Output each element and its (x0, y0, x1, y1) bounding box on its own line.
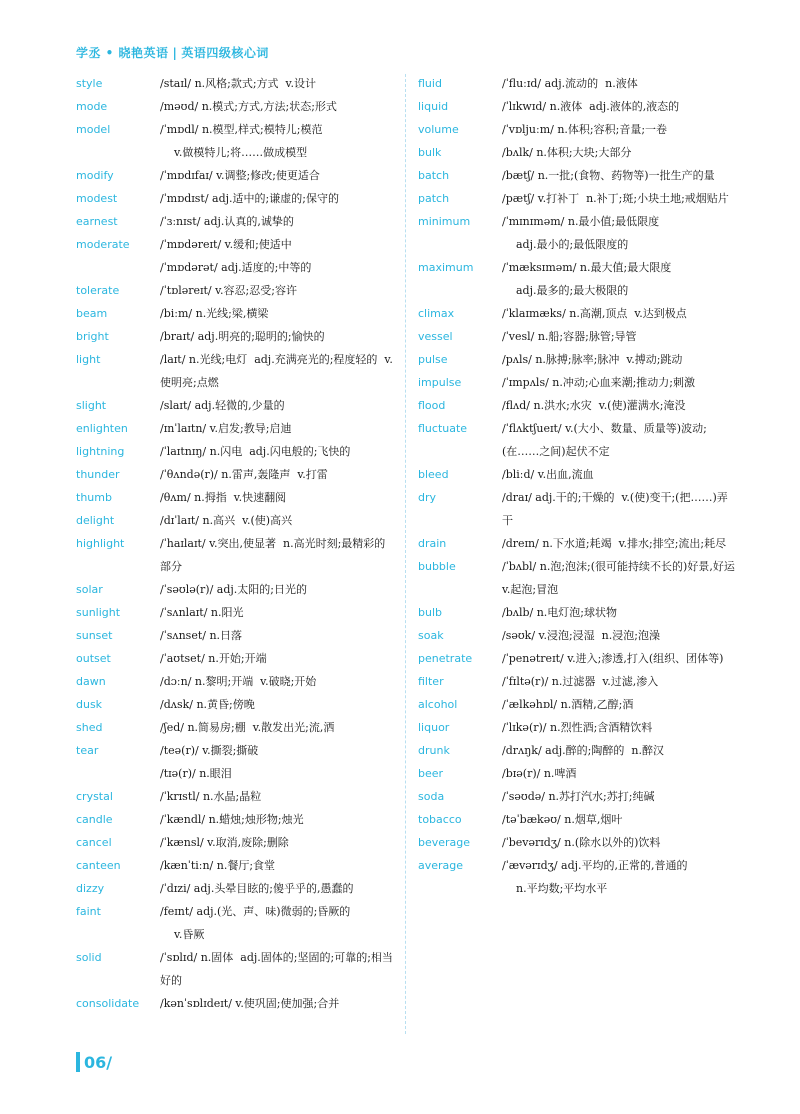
vocab-entry (76, 118, 396, 164)
vocab-entry (418, 647, 736, 670)
vocab-definition: /bɪə(r)/ n.啤酒 (502, 767, 577, 780)
vocab-word: mode (76, 100, 108, 113)
vocab-entry (76, 532, 396, 578)
vocab-entry (418, 601, 736, 624)
vocab-definition: /ˈvɒljuːm/ n.体积;容积;音量;一卷 (502, 123, 668, 136)
vocab-definition: /ˈθʌndə(r)/ n.雷声,轰隆声 v.打雷 (160, 468, 328, 481)
vocab-word: pulse (418, 353, 448, 366)
vocab-entry (418, 95, 736, 118)
vocab-definition: /ˈbʌbl/ n.泡;泡沫;(很可能持续不长的)好景,好运 v.起泡;冒泡 (502, 560, 742, 596)
vocab-word: batch (418, 169, 450, 182)
vocab-definition: /drʌŋk/ adj.醉的;陶醉的 n.醉汉 (502, 744, 664, 757)
vocab-word: liquid (418, 100, 449, 113)
vocab-word: slight (76, 399, 107, 412)
vocab-definition: /ˈmæksɪməm/ n.最大值;最大限度 adj.最多的;最大极限的 (502, 261, 672, 297)
vocab-definition: /təˈbækəʊ/ n.烟草,烟叶 (502, 813, 623, 826)
vocab-definition: /dɔːn/ n.黎明;开端 v.破晓;开始 (160, 675, 317, 688)
vocab-word: maximum (418, 261, 474, 274)
vocab-word: beam (76, 307, 108, 320)
brand-name: 学丞 • 晓艳英语 (76, 46, 169, 60)
vocab-entry (76, 72, 396, 95)
vocab-word: earnest (76, 215, 118, 228)
vocab-definition: /ˈmɒdɪfaɪ/ v.调整;修改;使更适合 (160, 169, 320, 182)
vocab-entry (418, 762, 736, 785)
vocab-definition: /ˈmɒdəreɪt/ v.缓和;使适中 /ˈmɒdərət/ adj.适度的;中等的 (160, 238, 312, 274)
vocab-word: minimum (418, 215, 471, 228)
vocab-word: liquor (418, 721, 450, 734)
vocab-definition: /səʊk/ v.浸泡;浸湿 n.浸泡;泡澡 (502, 629, 660, 642)
vocab-definition: /biːm/ n.光线;梁,横梁 (160, 307, 269, 320)
vocab-definition: /bætʃ/ n.一批;(食物、药物等)一批生产的量 (502, 169, 715, 182)
vocab-entry (76, 854, 396, 877)
vocab-definition: /dreɪn/ n.下水道;耗竭 v.排水;排空;流出;耗尽 (502, 537, 727, 550)
vocab-definition: /staɪl/ n.风格;款式;方式 v.设计 (160, 77, 316, 90)
vocab-definition: /ˈvesl/ n.船;容器;脉管;导管 (502, 330, 637, 343)
vocab-entry (418, 394, 736, 417)
vocab-definition: /ˈmɪnɪməm/ n.最小值;最低限度 adj.最小的;最低限度的 (502, 215, 660, 251)
vocab-entry (76, 463, 396, 486)
vocab-definition: /feɪnt/ adj.(光、声、味)微弱的;昏厥的 v.昏厥 (160, 905, 351, 941)
vocab-word: enlighten (76, 422, 128, 435)
vocab-definition: /kənˈsɒlɪdeɪt/ v.使巩固;使加强;合并 (160, 997, 340, 1010)
vocab-definition: /ˈævərɪdʒ/ adj.平均的,正常的,普通的 n.平均数;平均水平 (502, 859, 688, 895)
vocab-entry (76, 647, 396, 670)
vocab-entry (76, 624, 396, 647)
vocab-word: thunder (76, 468, 120, 481)
vocab-entry (418, 417, 736, 463)
vocab-entry (76, 95, 396, 118)
vocab-word: fluid (418, 77, 442, 90)
vocab-entry (418, 716, 736, 739)
vocab-word: outset (76, 652, 111, 665)
vocab-word: flood (418, 399, 446, 412)
vocab-entry (76, 348, 396, 394)
vocab-definition: /ˈklaɪmæks/ n.高潮,顶点 v.达到极点 (502, 307, 687, 320)
vocab-entry (418, 164, 736, 187)
vocab-entry (418, 463, 736, 486)
vocab-entry (76, 992, 396, 1015)
vocab-word: faint (76, 905, 101, 918)
vocab-entry (76, 210, 396, 233)
vocab-word: drunk (418, 744, 450, 757)
vocab-definition: /ˈsʌnlaɪt/ n.阳光 (160, 606, 244, 619)
vocab-entry (76, 831, 396, 854)
right-vocab-column (418, 72, 742, 900)
vocab-word: soak (418, 629, 444, 642)
vocab-entry (76, 716, 396, 739)
vocab-entry (76, 693, 396, 716)
vocab-word: dawn (76, 675, 106, 688)
vocab-word: tolerate (76, 284, 120, 297)
header-separator: | (172, 46, 178, 60)
vocab-definition: /pætʃ/ v.打补丁 n.补丁;斑;小块土地;戒烟贴片 (502, 192, 729, 205)
vocab-word: delight (76, 514, 115, 527)
vocab-definition: /ˈsʌnset/ n.日落 (160, 629, 243, 642)
vocab-definition: /ˈlɪkə(r)/ n.烈性酒;含酒精饮料 (502, 721, 653, 734)
page-header (76, 44, 269, 61)
book-title: 英语四级核心词 (181, 46, 269, 60)
vocab-word: volume (418, 123, 459, 136)
vocab-entry (76, 233, 396, 279)
vocab-definition: /ˈaʊtset/ n.开始;开端 (160, 652, 267, 665)
vocab-definition: /ˈtɒləreɪt/ v.容忍;忍受;容许 (160, 284, 297, 297)
vocab-word: dusk (76, 698, 103, 711)
vocab-word: moderate (76, 238, 130, 251)
vocab-definition: /ˈsɒlɪd/ n.固体 adj.固体的;坚固的;可靠的;相当好的 (160, 951, 393, 987)
vocab-definition: /ˈsəʊdə/ n.苏打汽水;苏打;纯碱 (502, 790, 655, 803)
vocab-entry (76, 670, 396, 693)
vocab-word: bulb (418, 606, 442, 619)
vocab-definition: /ˈɪmpʌls/ n.冲动;心血来潮;推动力;刺激 (502, 376, 695, 389)
vocab-entry (418, 624, 736, 647)
vocab-word: highlight (76, 537, 125, 550)
vocab-entry (418, 302, 736, 325)
vocab-word: fluctuate (418, 422, 468, 435)
vocab-definition: /teə(r)/ v.撕裂;撕破 /tɪə(r)/ n.眼泪 (160, 744, 259, 780)
vocab-word: soda (418, 790, 445, 803)
vocab-definition: /pʌls/ n.脉搏;脉率;脉冲 v.搏动;跳动 (502, 353, 683, 366)
vocab-word: vessel (418, 330, 453, 343)
vocab-word: solid (76, 951, 102, 964)
vocab-definition: /flʌd/ n.洪水;水灾 v.(使)灌满水;淹没 (502, 399, 686, 412)
vocab-entry (418, 141, 736, 164)
vocab-definition: /slaɪt/ adj.轻微的,少量的 (160, 399, 285, 412)
vocab-entry (418, 808, 736, 831)
vocab-word: canteen (76, 859, 121, 872)
vocab-definition: /dɪˈlaɪt/ n.高兴 v.(使)高兴 (160, 514, 293, 527)
vocab-word: thumb (76, 491, 112, 504)
vocab-entry (76, 394, 396, 417)
vocab-entry (76, 302, 396, 325)
page-number (76, 1052, 112, 1072)
vocab-word: beverage (418, 836, 471, 849)
vocab-entry (418, 371, 736, 394)
vocab-entry (418, 693, 736, 716)
vocab-definition: /ˈlaɪtnɪŋ/ n.闪电 adj.闪电般的;飞快的 (160, 445, 351, 458)
vocab-entry (76, 325, 396, 348)
vocab-definition: /ˈflʌktʃueɪt/ v.(大小、数量、质量等)波动;(在……之间)起伏不定 (502, 422, 707, 458)
vocab-word: light (76, 353, 101, 366)
vocab-entry (418, 670, 736, 693)
vocab-word: sunlight (76, 606, 121, 619)
vocab-word: penetrate (418, 652, 473, 665)
vocab-definition: /ˈpenətreɪt/ v.进入;渗透,打入(组织、团体等) (502, 652, 724, 665)
vocab-word: model (76, 123, 111, 136)
vocab-word: bright (76, 330, 109, 343)
vocab-word: solar (76, 583, 103, 596)
vocab-entry (76, 486, 396, 509)
vocab-word: shed (76, 721, 103, 734)
vocab-word: alcohol (418, 698, 458, 711)
vocab-definition: /ˈhaɪlaɪt/ v.突出,使显著 n.高光时刻;最精彩的部分 (160, 537, 386, 573)
vocab-entry (76, 417, 396, 440)
page-number-text: 06/ (84, 1052, 113, 1072)
vocab-word: drain (418, 537, 447, 550)
vocab-definition: /ʃed/ n.简易房;棚 v.散发出光;流,洒 (160, 721, 335, 734)
vocab-entry (76, 578, 396, 601)
vocab-entry (76, 900, 396, 946)
vocab-entry (76, 946, 396, 992)
vocab-word: average (418, 859, 464, 872)
vocab-word: lightning (76, 445, 125, 458)
vocab-definition: /bʌlb/ n.电灯泡;球状物 (502, 606, 618, 619)
vocab-definition: /ˈkændl/ n.蜡烛;烛形物;烛光 (160, 813, 304, 826)
vocab-entry (418, 118, 736, 141)
vocab-word: tobacco (418, 813, 462, 826)
vocab-word: beer (418, 767, 444, 780)
vocab-entry (76, 808, 396, 831)
vocab-entry (76, 785, 396, 808)
vocab-entry (76, 601, 396, 624)
vocab-word: crystal (76, 790, 113, 803)
vocab-word: dry (418, 491, 437, 504)
vocab-entry (418, 785, 736, 808)
vocab-entry (418, 325, 736, 348)
vocab-word: candle (76, 813, 113, 826)
vocab-word: sunset (76, 629, 113, 642)
vocab-definition: /ˈkrɪstl/ n.水晶;晶粒 (160, 790, 262, 803)
vocab-definition: /ˈɜːnɪst/ adj.认真的,诚挚的 (160, 215, 294, 228)
vocab-definition: /ˈkænsl/ v.取消,废除;删除 (160, 836, 289, 849)
vocab-word: climax (418, 307, 455, 320)
vocab-word: filter (418, 675, 444, 688)
vocab-word: tear (76, 744, 99, 757)
vocab-definition: /braɪt/ adj.明亮的;聪明的;愉快的 (160, 330, 325, 343)
vocab-entry (418, 187, 736, 210)
vocab-entry (76, 279, 396, 302)
vocab-entry (418, 210, 736, 256)
vocab-definition: /ˈælkəhɒl/ n.酒精,乙醇;酒 (502, 698, 634, 711)
vocab-definition: /θʌm/ n.拇指 v.快速翻阅 (160, 491, 287, 504)
vocab-word: dizzy (76, 882, 105, 895)
vocab-definition: /ɪnˈlaɪtn/ v.启发;教导;启迪 (160, 422, 292, 435)
vocab-definition: /kænˈtiːn/ n.餐厅;食堂 (160, 859, 276, 872)
vocab-definition: /ˈfluːɪd/ adj.流动的 n.液体 (502, 77, 638, 90)
vocab-entry (76, 440, 396, 463)
vocab-definition: /ˈsəʊlə(r)/ adj.太阳的;日光的 (160, 583, 307, 596)
column-divider (405, 74, 406, 1034)
vocab-definition: /ˈmɒdɪst/ adj.适中的;谦虚的;保守的 (160, 192, 339, 205)
page-number-bar (76, 1052, 80, 1072)
vocab-definition: /məʊd/ n.模式;方式,方法;状态;形式 (160, 100, 337, 113)
vocab-entry (418, 555, 742, 601)
vocab-word: modify (76, 169, 114, 182)
vocab-definition: /dʌsk/ n.黄昏;傍晚 (160, 698, 255, 711)
vocab-definition: /ˈbevərɪdʒ/ n.(除水以外的)饮料 (502, 836, 661, 849)
vocab-word: patch (418, 192, 450, 205)
vocab-word: bleed (418, 468, 449, 481)
vocab-definition: /ˈlɪkwɪd/ n.液体 adj.液体的,液态的 (502, 100, 680, 113)
vocab-entry (76, 187, 396, 210)
vocab-entry (418, 831, 736, 854)
vocab-entry (76, 877, 396, 900)
vocab-word: bubble (418, 560, 456, 573)
vocab-entry (418, 72, 736, 95)
vocab-entry (76, 739, 396, 785)
vocab-word: style (76, 77, 103, 90)
left-vocab-column (76, 72, 396, 1015)
vocab-entry (418, 854, 736, 900)
vocab-definition: /ˈmɒdl/ n.模型,样式;模特儿;模范 v.做模特儿;将……做成模型 (160, 123, 323, 159)
vocab-entry (418, 348, 736, 371)
vocab-definition: /bʌlk/ n.体积;大块;大部分 (502, 146, 632, 159)
vocab-entry (418, 256, 736, 302)
vocab-word: modest (76, 192, 118, 205)
vocab-definition: /bliːd/ v.出血,流血 (502, 468, 594, 481)
vocab-definition: /ˈdɪzi/ adj.头晕目眩的;傻乎乎的,愚蠢的 (160, 882, 354, 895)
vocab-definition: /ˈfɪltə(r)/ n.过滤器 v.过滤,渗入 (502, 675, 659, 688)
vocab-entry (76, 509, 396, 532)
vocab-entry (418, 739, 736, 762)
vocab-word: consolidate (76, 997, 140, 1010)
vocab-entry (418, 486, 736, 532)
vocab-entry (76, 164, 396, 187)
vocab-entry (418, 532, 736, 555)
vocab-word: cancel (76, 836, 112, 849)
vocab-definition: /laɪt/ n.光线;电灯 adj.充满亮光的;程度轻的 v.使明亮;点燃 (160, 353, 393, 389)
vocab-word: impulse (418, 376, 462, 389)
vocab-word: bulk (418, 146, 442, 159)
vocab-definition: /draɪ/ adj.干的;干燥的 v.(使)变干;(把……)弄干 (502, 491, 728, 527)
